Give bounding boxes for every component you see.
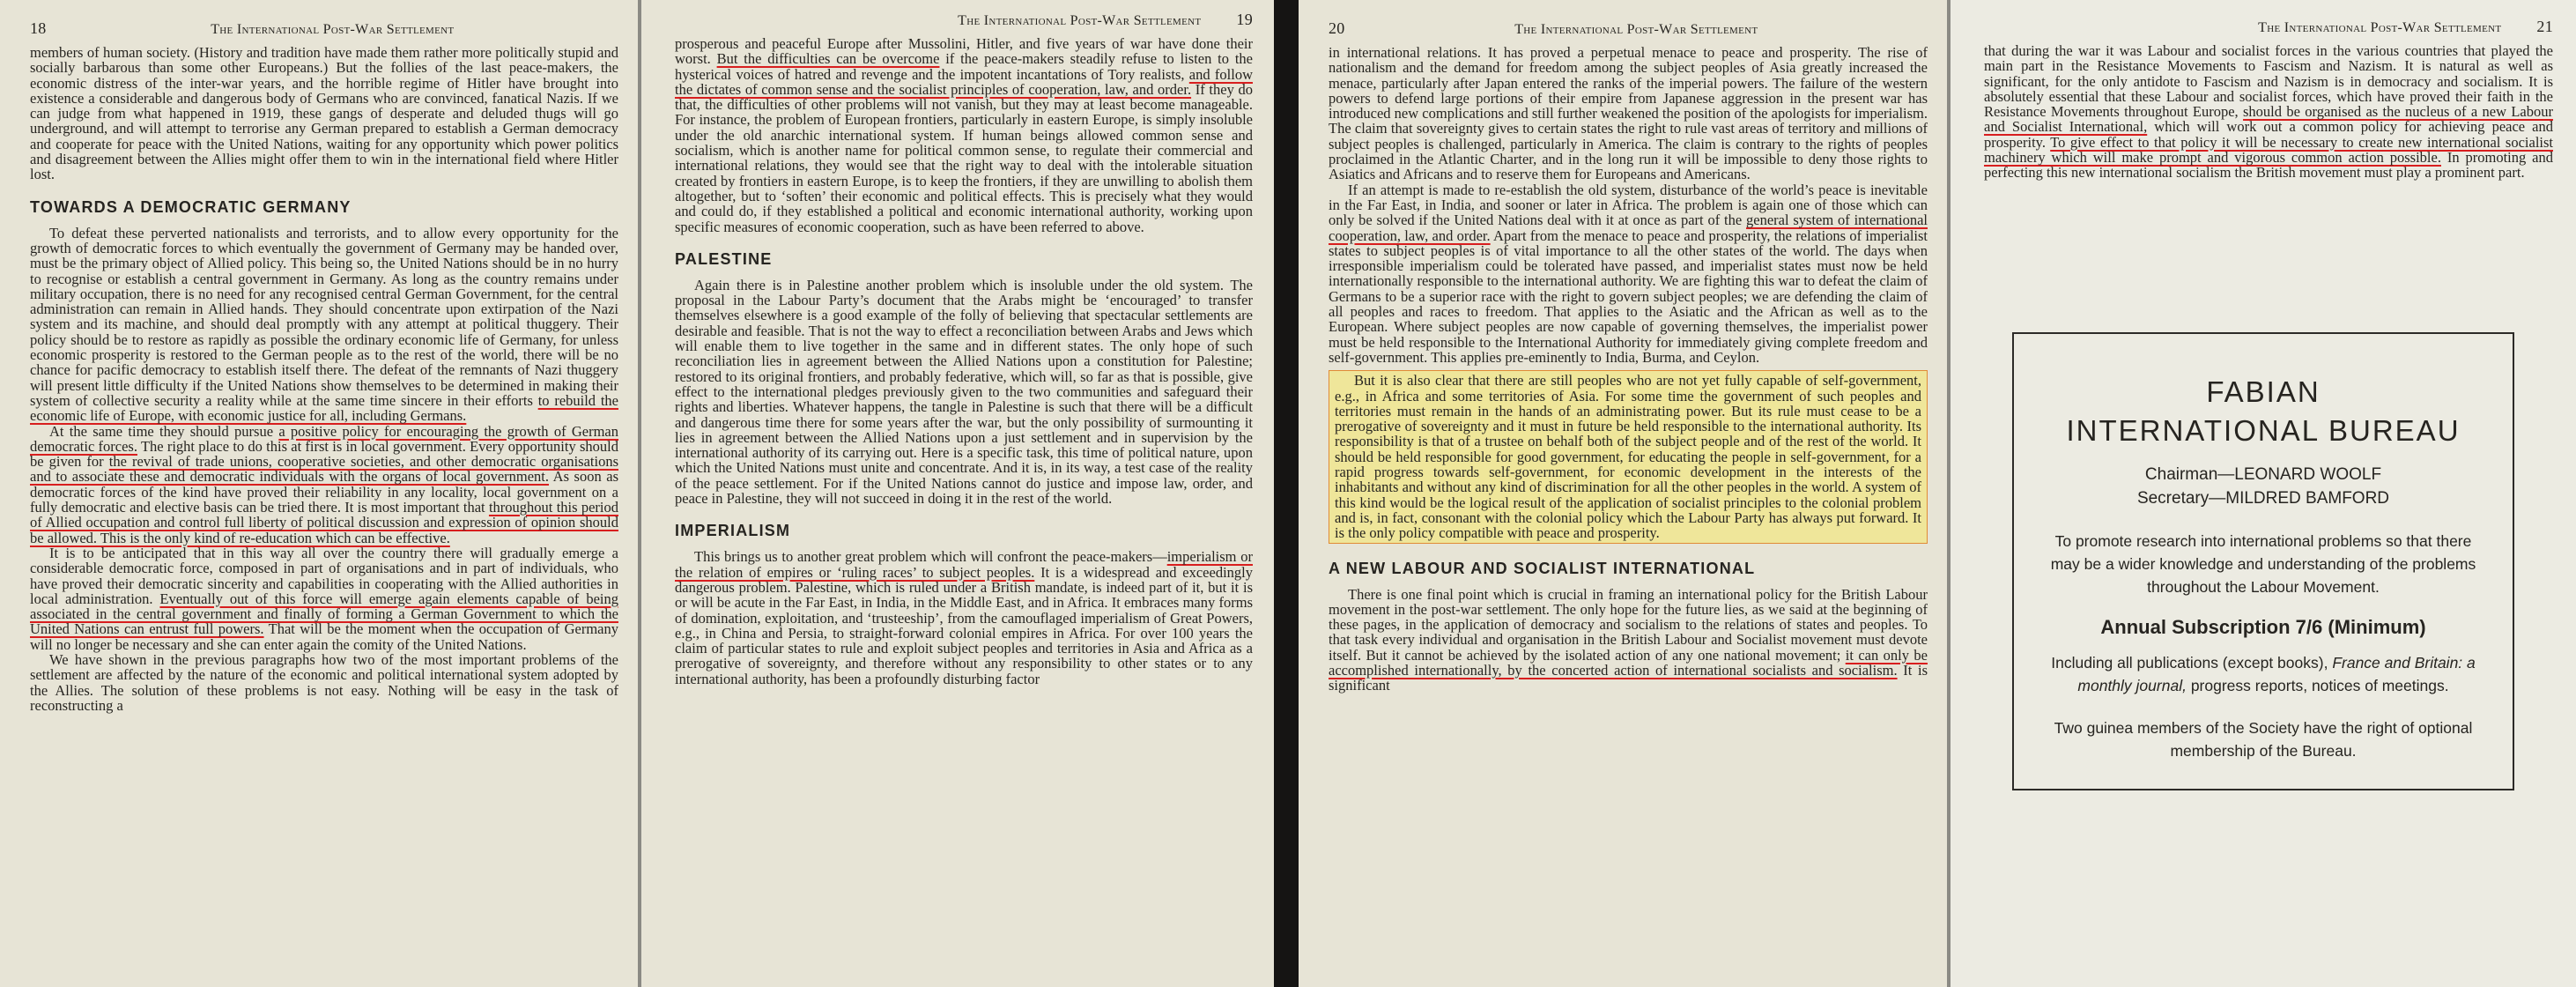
paragraph — [1329, 587, 1928, 694]
text-run: In promoting and perfecting this new international socialism the British movement must play a prominent part. — [1984, 149, 2553, 182]
page-19 — [641, 0, 1274, 987]
box-title-line: INTERNATIONAL BUREAU — [2066, 414, 2461, 447]
text-run: prosperous and peaceful Europe after Mussolini, Hitler, and five years of war have done their worst. — [675, 35, 1253, 68]
scan-divider — [1274, 0, 1299, 987]
text-run: The right place to do this at first is in local government. Every opportunity should be given for — [30, 437, 618, 471]
chairman: Chairman—LEONARD WOOLF — [2144, 465, 2382, 484]
underlined-text: general system of international cooperation, law, and order. — [1329, 212, 1928, 244]
text-run: At the same time they should pursue — [49, 422, 279, 440]
subscription-label: Annual Subscription — [2100, 616, 2291, 638]
text-run: If an attempt is made to re-establish the old system, disturbance of the world’s peace is inevitable in the Far East, in India, and sooner or later in Africa. The problem is again one of those which can only be solved if the United Nations deal with it at once as part of the — [1329, 181, 1928, 229]
paragraph — [1984, 43, 2553, 181]
text-run: It is a widespread and exceedingly dangerous problem. Palestine, which is ruled under a British mandate, is indeed part of it, but it is or will be acute in the Far East, in India, in the Middle East, and in Africa. It embraces many forms of domination, exploitation, and ‘trusteeship’, from the camouflaged imperialism of Great Powers, e.g., in China and Persia, to straight-forward colonial empires in Africa. For over 100 years the claim of particular states to rule and exploit subject peoples and territories in Asia and Africa as a prerogative of sovereignty, and therefore without any responsibility to other states or to any international authority, has been a profoundly disturbing factor — [675, 563, 1253, 687]
paragraph — [1329, 45, 1928, 182]
underlined-text: But the difficulties can be overcome — [716, 50, 940, 68]
text-run: It is to be anticipated that in this way all over the country there will gradually emerge a considerable democratic force, composed in part of organisations and in part of individuals, who have proved their democratic sincerity and capabilities in cooperating with the Allied authorities in local administration. — [30, 544, 618, 607]
text-run: This brings us to another great problem which will confront the peace-makers— — [694, 548, 1167, 566]
text-run: that during the war it was Labour and socialist forces in the various countries that played the main part in the Resistance Movements to Fascism and Nazism. It is natural as well as significant, for the only antidote to Fascism and Nazism is in democracy and socialism. It is absolutely essential that these Labour and socialist forces, which have proved their faith in the Resistance Movements throughout Europe, — [1984, 42, 2553, 121]
box-purpose: To promote research into international problems so that there may be a wider knowledge and understanding of the problems throughout the Labour Movement. — [2050, 532, 2476, 596]
paragraph — [30, 226, 618, 424]
underlined-text: the revival of trade unions, cooperative societies, and other democratic organisations and to associate these and democratic individuals with the organs of local government. — [30, 453, 618, 486]
paragraph — [30, 424, 618, 545]
includes-suffix: progress reports, notices of meetings. — [2186, 677, 2449, 694]
running-title: The International Post-War Settlement — [1514, 22, 1758, 37]
running-title: The International Post-War Settlement — [211, 22, 455, 37]
includes-journal: France and Britain: a monthly journal, — [2077, 654, 2476, 694]
text-run: if the peace-makers steadily refuse to listen to the hysterical voices of hatred and revenge and the impotent incantations of Tory realists, — [675, 50, 1254, 83]
paragraph — [675, 36, 1253, 234]
box-subscription — [2040, 616, 2486, 639]
paragraph — [30, 652, 618, 713]
page-number: 20 — [1329, 19, 1345, 37]
running-header — [1329, 19, 1928, 38]
section-heading: A NEW LABOUR AND SOCIALIST INTERNATIONAL — [1329, 559, 1756, 577]
section-heading: IMPERIALISM — [675, 522, 791, 540]
box-includes — [2040, 651, 2486, 697]
running-header — [30, 19, 618, 38]
text-run: If they do that, the difficulties of other problems will not vanish, but they may at least become manageable. For instance, the problem of European frontiers, particularly in eastern Europe, is simply insoluble under the old anarchic international system. If human beings allowed common sense and socialism, which is another name for political common sense, to regulate their commercial and international relations, they would see that the right way to deal with the intolerable situation created by frontiers in eastern Europe, is to keep the frontiers, if they are unwilling to abolish them altogether, but to ‘soften’ their economic and political effects. This is precisely what they would and could do, if they established a political and economic international authority, working upon specific measures of economic cooperation, such as have been referred to above. — [675, 80, 1253, 235]
underlined-text: imperialism or the relation of empires or ‘ruling races’ to subject peoples. — [675, 548, 1253, 581]
box-officers — [2040, 463, 2486, 510]
underlined-text: Eventually out of this force will emerge again elements capable of being associated in the central government and finally of forming a German Government to which the United Nations can entrust full powers. — [30, 590, 619, 638]
text-run: That will be the moment when the occupation of Germany will no longer be necessary and she can enter again the comity of the United Nations. — [30, 620, 618, 653]
text-run: which will work out a common policy for achieving peace and prosperity. — [1984, 118, 2553, 151]
box-title-line: FABIAN — [2206, 375, 2321, 408]
section-heading: TOWARDS A DEMOCRATIC GERMANY — [30, 197, 352, 216]
paragraph — [675, 278, 1253, 506]
page-number: 18 — [30, 19, 47, 37]
text-run: Apart from the menace to peace and prosperity, the relations of imperialist states to subject peoples is of vital importance to all the other states of the world. The days when irresponsible imperialism could be tolerated have passed, and imperialist states must now be held internationally responsible to the international authority. We are fighting this war to defeat the claim of Germans to be a superior race with the right to govern subject peoples; we are defending the claim of all peoples and races to freedom. That applies to the Asiatic and the African as well as to the European. Where subject peoples are now capable of governing themselves, the imperialist power must be held responsible to the International Authority for immediately giving complete freedom and self-government. This applies pre-eminently to India, Burma, and Ceylon. — [1329, 226, 1928, 366]
text-run: Again there is in Palestine another problem which is insoluble under the old system. The proposal in the Labour Party’s document that the Arabs might be ‘encouraged’ to transfer themselves elsewhere is a good example of the folly of believing that spectacular settlements are desirable and feasible. That is not the way to effect a reconciliation between Arabs and Jews which will enable them to live together in the same and in different states. The only hope of such reconciliation lies in agreement between the Allied Nations upon a constitution for Palestine; restored to its original frontiers, and probably federative, which will, so far as that is possible, give effect to the international pledges previously given to the two communities and safeguard their rights and liberties. Whatever happens, the tangle in Palestine is such that there will be a difficult and dangerous time there for some years after the war, but the only possibility of surmounting it lies in agreement between the Allied Nations upon a just settlement and in supervision by the international authority of its carrying out. Here is a specific task, this time of political nature, upon which the United Nations must unite and concentrate. And it is, in its way, a test case of the reality of the peace settlement. For if the United Nations cannot do justice and impose law, order, and peace in Palestine, they will not succeed in doing it in the rest of the world. — [675, 276, 1253, 508]
text-run: We have shown in the previous paragraphs how two of the most important problems of the settlement are affected by the nature of the economic and political international system adopted by the Allies. The solution of these problems is not easy. Nothing will be easy in the task of reconstructing a — [30, 650, 618, 714]
includes-prefix: Including all publications (except books), — [2051, 654, 2333, 672]
page-20 — [1299, 0, 1947, 987]
section-heading: PALESTINE — [675, 249, 773, 268]
fabian-bureau-box — [2012, 332, 2514, 790]
text-run: It is significant — [1329, 661, 1928, 694]
paragraph — [1329, 182, 1928, 366]
underlined-text: To give effect to that policy it will be necessary to create new international socialist machinery which will make prompt and vigorous common action possible. — [1984, 133, 2553, 167]
page-number: 19 — [1236, 11, 1253, 28]
subscription-note: (Minimum) — [2328, 616, 2426, 638]
underlined-text: and follow the dictates of common sense and the socialist principles of cooperation, law, and order. — [675, 65, 1253, 98]
text-run: members of human society. (History and tradition have made them rather more politically stupid and socially barbarous than some other Europeans.) But the follies of the last peace-makers, the economic distress of the inter-war years, and the horrible regime of Hitler have brought into existence a considerable and dangerous body of Germans who are convinced, fanatical Nazis. If we can judge from what happened in 1919, these gangs of desperate and deluded thugs will go underground, and will attempt to terrorise any German prepared to establish a German democracy and cooperate for peace with the United Nations, waiting for any opportunity which power politics and disagreement between the Allies might offer them to win in the international field where Hitler lost. — [30, 44, 618, 183]
highlighted-passage — [1329, 370, 1928, 543]
subscription-amount: 7/6 — [2295, 616, 2323, 638]
running-title: The International Post-War Settlement — [2258, 20, 2502, 35]
page-18 — [0, 0, 638, 987]
box-title — [2040, 373, 2486, 450]
underlined-text: to rebuild the economic life of Europe, with economic justice for all, including Germans. — [30, 391, 619, 425]
page-number: 21 — [2536, 18, 2553, 35]
text-run: As soon as democratic forces of the kind have proved their reliability in any locality, local government on a fully democratic and elective basis can be tried there. It is most important that — [30, 468, 618, 516]
box-guinea: Two guinea members of the Society have the right of optional membership of the Bureau. — [2054, 719, 2473, 760]
underlined-text: it can only be accomplished internationally, by the concerted action of international socialists and socialism. — [1329, 646, 1928, 679]
paragraph — [30, 45, 618, 182]
text-run: There is one final point which is crucial in framing an international policy for the British Labour movement in the post-war settlement. The only hope for the future lies, as we said at the beginning of these pages, in the application of democracy and socialism to the relations of states and peoples. To that task every individual and organisation in the British Labour and Socialist movement must devote itself. But it cannot be achieved by the isolated action of any one national movement; — [1329, 585, 1928, 664]
running-header — [1984, 18, 2553, 36]
underlined-text: throughout this period of Allied occupation and control full liberty of political discussion and expression of opinion should be allowed. This is the only kind of re-education which can be effective. — [30, 499, 619, 546]
paragraph — [675, 549, 1253, 686]
text-run: To defeat these perverted nationalists and terrorists, and to allow every opportunity for the growth of democratic forces to which eventually the government of Germany may be handed over, must be the primary object of Allied policy. This being so, the United Nations should be in no hurry to recognise or establish a central government in Germany. As long as the country remains under military occupation, there is no need for any recognised central German Government, for the central administration can remain in Allied hands. They should concentrate upon extirpation of the Nazi system and its machine, and should deal promptly with any attempt at political thuggery. Their policy should be to restore as rapidly as possible the ordinary economic life of Germany, for unless economic prosperity is restored to the German people as to the rest of the world, there will be no chance for pacific democracy to establish itself there. The defeat of the remnants of Nazi thuggery will present little difficulty if the United Nations show themselves to be determined in making their system of collective security a reality while at the same time sincere in their efforts — [30, 224, 618, 409]
text-run: in international relations. It has proved a perpetual menace to peace and prosperity. The rise of nationalism and the demand for freedom among the subject peoples of Asia greatly increased the menace, particularly after Japan entered the ranks of the imperial powers. The failure of the western powers to defend large portions of their empire from Japanese aggression in the present war has introduced new complications and still further weakened the position of the apologists for imperialism. The claim that sovereignty gives to certain states the right to rule vast areas of territory and millions of subject peoples is challenged, particularly in America. The claim is contrary to the rights of peoples proclaimed in the Atlantic Charter, and in the long run it will be impossible to deny those rights to Asiatics and Africans and to reserve them for Europeans and Americans. — [1329, 44, 1928, 183]
running-header — [675, 11, 1253, 29]
secretary: Secretary—MILDRED BAMFORD — [2136, 489, 2390, 508]
underlined-text: a positive policy for encouraging the growth of German democratic forces. — [30, 422, 619, 455]
paragraph — [30, 545, 618, 652]
underlined-text: should be organised as the nucleus of a new Labour and Socialist International, — [1984, 103, 2554, 136]
running-title: The International Post-War Settlement — [958, 13, 1202, 28]
highlight-text: But it is also clear that there are still peoples who are not yet fully capable of self-government, e.g., in Africa and some territories of Asia. For some time the government of such peoples and territories must remain in the hands of an administrating power. But its rule must cease to be a prerogative of sovereignty and it must in future be held responsible to the international authority. Its responsibility is that of a trustee on behalf both of the subject people and of the rest of the world. It should be held responsible for good government, for educating the people in self-government, for a rapid progress towards self-government, for economic development in the interests of the inhabitants and without any kind of discrimination for all the other peoples in the world. A system of this kind would be the logical result of the application of socialist principles to the colonial problem and is, in fact, consonant with the colonial policy which the Labour Party has always put forward. It is the only policy compatible with peace and prosperity. — [1335, 372, 1921, 542]
